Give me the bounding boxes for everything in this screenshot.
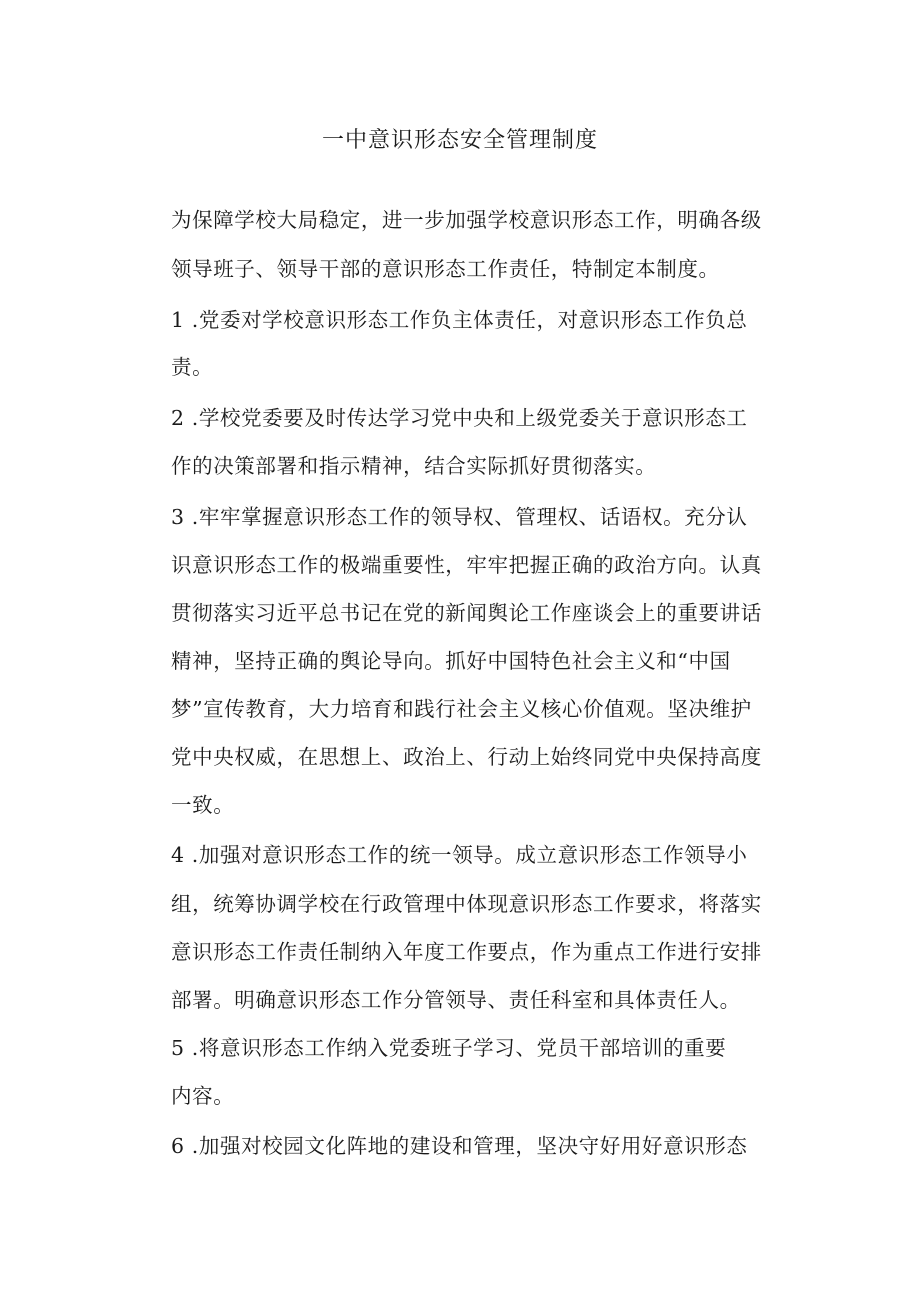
text-line: 识意识形态工作的极端重要性，牢牢把握正确的政治方向。认真 — [171, 553, 762, 577]
text-line: 5 .将意识形态工作纳入党委班子学习、党员干部培训的重要 — [171, 1036, 727, 1060]
text-line: 梦”宣传教育，大力培育和践行社会主义核心价值观。坚决维护 — [171, 697, 752, 721]
text-line: 组，统筹协调学校在行政管理中体现意识形态工作要求，将落实 — [171, 892, 762, 916]
text-line: 作的决策部署和指示精神，结合实际抓好贯彻落实。 — [171, 454, 657, 478]
text-line: 一致。 — [171, 793, 235, 817]
text-line: 责。 — [171, 355, 214, 379]
text-line: 2 .学校党委要及时传达学习党中央和上级党委关于意识形态工 — [171, 406, 748, 430]
text-line: 意识形态工作责任制纳入年度工作要点，作为重点工作进行安排 — [171, 940, 762, 964]
text-line: 精神，坚持正确的舆论导向。抓好中国特色社会主义和“中国 — [171, 649, 731, 673]
text-line: 内容。 — [171, 1084, 235, 1108]
text-line: 6 .加强对校园文化阵地的建设和管理，坚决守好用好意识形态 — [171, 1134, 748, 1158]
text-line: 3 .牢牢掌握意识形态工作的领导权、管理权、话语权。充分认 — [171, 505, 748, 529]
text-line: 党中央权威，在思想上、政治上、行动上始终同党中央保持高度 — [171, 745, 762, 769]
text-line: 贯彻落实习近平总书记在党的新闻舆论工作座谈会上的重要讲话 — [171, 601, 762, 625]
text-line: 领导班子、领导干部的意识形态工作责任，特制定本制度。 — [171, 257, 720, 281]
text-line: 为保障学校大局稳定，进一步加强学校意识形态工作，明确各级 — [171, 208, 762, 232]
document-title: 一中意识形态安全管理制度 — [321, 128, 598, 153]
text-line: 1 .党委对学校意识形态工作负主体责任，对意识形态工作负总 — [171, 308, 748, 332]
text-line: 部署。明确意识形态工作分管领导、责任科室和具体责任人。 — [171, 988, 741, 1012]
text-line: 4 .加强对意识形态工作的统一领导。成立意识形态工作领导小 — [171, 843, 748, 867]
